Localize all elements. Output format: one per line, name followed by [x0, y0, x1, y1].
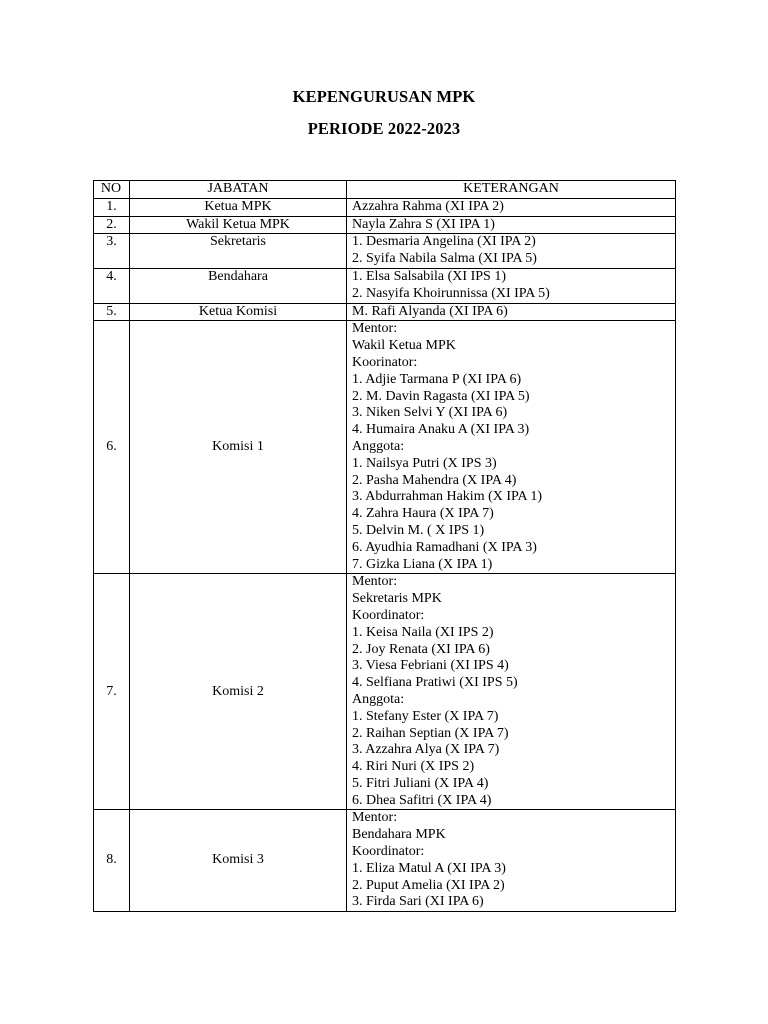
keterangan-line: 4. Selfiana Pratiwi (XI IPS 5)	[352, 675, 518, 691]
keterangan-line: Koorinator:	[352, 354, 418, 370]
keterangan-line: 1. Stefany Ester (X IPA 7)	[352, 708, 499, 724]
table-row	[94, 810, 676, 912]
row-jabatan: Sekretaris	[130, 234, 347, 269]
keterangan-line: 6. Dhea Safitri (X IPA 4)	[352, 792, 492, 808]
keterangan-line: 5. Fitri Juliani (X IPA 4)	[352, 775, 489, 791]
keterangan-line: 2. Pasha Mahendra (X IPA 4)	[352, 472, 517, 488]
row-jabatan: Ketua Komisi	[130, 303, 347, 321]
row-keterangan	[347, 234, 676, 269]
keterangan-line: Wakil Ketua MPK	[352, 338, 456, 354]
table-row	[94, 321, 676, 574]
document-title: KEPENGURUSAN MPK	[292, 87, 476, 106]
keterangan-line: 4. Riri Nuri (X IPS 2)	[352, 759, 475, 775]
keterangan-line: 1. Desmaria Angelina (XI IPA 2)	[352, 234, 536, 250]
keterangan-line: 2. Syifa Nabila Salma (XI IPA 5)	[352, 251, 537, 267]
header-no: NO	[94, 181, 130, 199]
row-jabatan: Wakil Ketua MPK	[130, 216, 347, 234]
keterangan-line: Bendahara MPK	[352, 827, 446, 843]
keterangan-line: 4. Zahra Haura (X IPA 7)	[352, 506, 494, 522]
row-number: 3.	[94, 234, 130, 269]
table-row	[94, 234, 676, 269]
row-number: 7.	[94, 574, 130, 810]
keterangan-line: 6. Ayudhia Ramadhani (X IPA 3)	[352, 539, 537, 555]
document-period: PERIODE 2022-2023	[307, 119, 461, 138]
keterangan-line: Koordinator:	[352, 844, 425, 860]
row-jabatan: Bendahara	[130, 268, 347, 303]
row-number: 6.	[94, 321, 130, 574]
keterangan-line: 4. Humaira Anaku A (XI IPA 3)	[352, 422, 530, 438]
table-row	[94, 303, 676, 321]
keterangan-line: 2. Puput Amelia (XI IPA 2)	[352, 877, 505, 893]
table-body	[94, 198, 676, 911]
keterangan-line: 3. Abdurrahman Hakim (X IPA 1)	[352, 489, 543, 505]
row-keterangan	[347, 321, 676, 574]
table-header-row	[94, 181, 676, 199]
row-jabatan: Komisi 1	[130, 321, 347, 574]
keterangan-line: 3. Viesa Febriani (XI IPS 4)	[352, 658, 509, 674]
table-row	[94, 574, 676, 810]
keterangan-line: Anggota:	[352, 691, 405, 707]
row-jabatan: Komisi 3	[130, 810, 347, 912]
row-keterangan	[347, 268, 676, 303]
keterangan-line: 1. Keisa Naila (XI IPS 2)	[352, 624, 494, 640]
keterangan-line: Koordinator:	[352, 607, 425, 623]
row-number: 4.	[94, 268, 130, 303]
keterangan-line: 1. Elsa Salsabila (XI IPS 1)	[352, 268, 506, 284]
keterangan-line: 1. Nailsya Putri (X IPS 3)	[352, 455, 497, 471]
keterangan-line: Mentor:	[352, 574, 398, 590]
row-keterangan	[347, 574, 676, 810]
table-row	[94, 198, 676, 216]
organization-table	[93, 180, 676, 912]
keterangan-line: 1. Eliza Matul A (XI IPA 3)	[352, 860, 506, 876]
keterangan-line: 1. Adjie Tarmana P (XI IPA 6)	[352, 371, 522, 387]
keterangan-line: Nayla Zahra S (XI IPA 1)	[352, 216, 495, 232]
row-keterangan	[347, 198, 676, 216]
keterangan-line: 2. Raihan Septian (X IPA 7)	[352, 725, 509, 741]
row-keterangan	[347, 216, 676, 234]
keterangan-line: 3. Firda Sari (XI IPA 6)	[352, 894, 484, 910]
keterangan-line: 2. M. Davin Ragasta (XI IPA 5)	[352, 388, 530, 404]
keterangan-line: Mentor:	[352, 810, 398, 826]
row-jabatan: Komisi 2	[130, 574, 347, 810]
keterangan-line: 5. Delvin M. ( X IPS 1)	[352, 522, 485, 538]
row-number: 1.	[94, 198, 130, 216]
keterangan-line: 2. Nasyifa Khoirunnissa (XI IPA 5)	[352, 285, 550, 301]
keterangan-line: 3. Azzahra Alya (X IPA 7)	[352, 742, 500, 758]
keterangan-line: Anggota:	[352, 438, 405, 454]
row-keterangan	[347, 303, 676, 321]
keterangan-line: Sekretaris MPK	[352, 591, 442, 607]
keterangan-line: Azzahra Rahma (XI IPA 2)	[352, 198, 504, 214]
row-number: 5.	[94, 303, 130, 321]
keterangan-line: 2. Joy Renata (XI IPA 6)	[352, 641, 490, 657]
row-keterangan	[347, 810, 676, 912]
row-number: 8.	[94, 810, 130, 912]
table-row	[94, 268, 676, 303]
keterangan-line: 7. Gizka Liana (X IPA 1)	[352, 556, 493, 572]
keterangan-line: Mentor:	[352, 321, 398, 337]
keterangan-line: 3. Niken Selvi Y (XI IPA 6)	[352, 405, 508, 421]
keterangan-line: M. Rafi Alyanda (XI IPA 6)	[352, 303, 508, 319]
header-jabatan: JABATAN	[130, 181, 347, 199]
row-jabatan: Ketua MPK	[130, 198, 347, 216]
row-number: 2.	[94, 216, 130, 234]
header-keterangan: KETERANGAN	[347, 181, 676, 199]
table-row	[94, 216, 676, 234]
